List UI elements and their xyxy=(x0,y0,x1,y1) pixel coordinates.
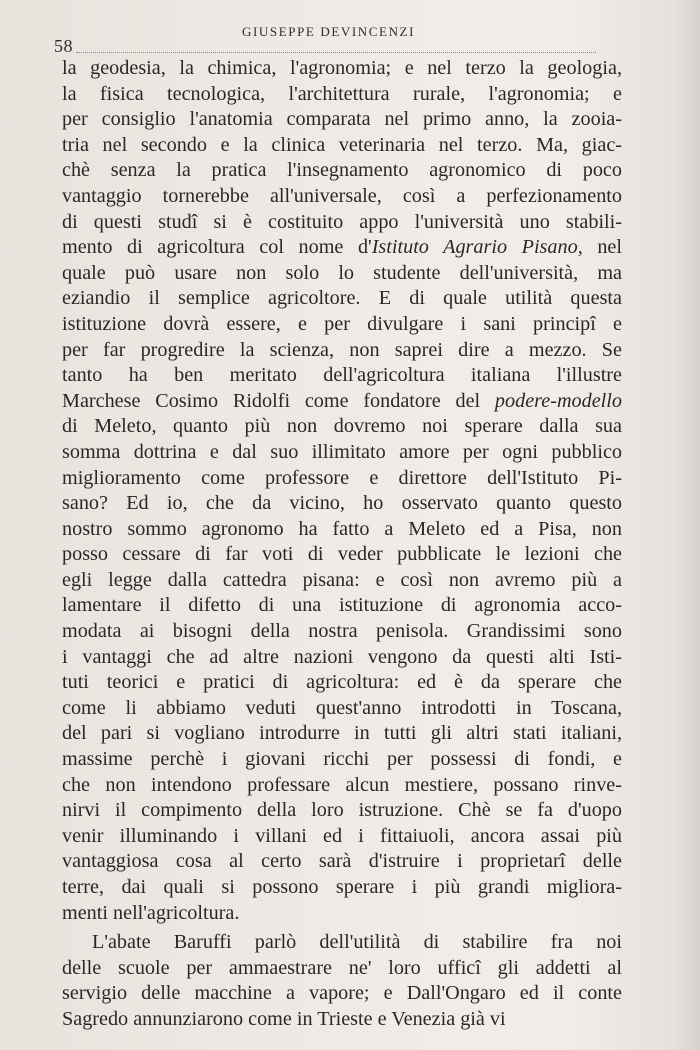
text-line: modata ai bisogni della nostra penisola. Grandissimi sono xyxy=(62,620,622,643)
body-text xyxy=(62,56,622,1033)
text-line: la geodesia, la chimica, l'agronomia; e nel terzo la geologia, xyxy=(62,57,622,79)
page-edge-shadow xyxy=(676,0,700,1050)
text-line: vantaggio tornerebbe all'universale, così a perfezionamento xyxy=(62,184,622,207)
text-line: la fisica tecnologica, l'architettura rurale, l'agronomia; e xyxy=(62,82,622,105)
italic-segment: Istituto Agrario Pisano, xyxy=(371,236,583,259)
page-header xyxy=(54,20,594,60)
text-line: vantaggiosa cosa al certo sarà d'istruire i proprietarî delle xyxy=(62,850,622,873)
text-line: per far progredire la scienza, non saprei dire a mezzo. Se xyxy=(62,338,622,361)
text-line: posso cessare di far voti di veder pubblicate le lezioni che xyxy=(62,543,622,566)
text-line: miglioramento come professore e direttore dell'Istituto Pi- xyxy=(62,466,622,489)
text-line: delle scuole per ammaestrare ne' loro ufficî gli addetti al xyxy=(62,956,622,979)
text-line: di questi studî si è costituito appo l'università uno stabili- xyxy=(62,210,622,233)
text-line: Sagredo annunziarono come in Trieste e Venezia già vi xyxy=(62,1007,506,1030)
text-line: come li abbiamo veduti quest'anno introdotti in Toscana, xyxy=(62,696,622,719)
text-line: eziandio il semplice agricoltore. E di quale utilità questa xyxy=(62,287,622,310)
text-line: terre, dai quali si possono sperare i più grandi migliora- xyxy=(62,876,622,898)
text-line: L'abate Baruffi parlò dell'utilità di stabilire fra noi xyxy=(92,931,622,954)
header-dotted-rule xyxy=(76,52,596,53)
text-line: lamentare il difetto di una istituzione di agronomia acco- xyxy=(62,594,622,617)
text-line xyxy=(62,235,622,261)
text-line: massime perchè i giovani ricchi per possessi di fondi, e xyxy=(62,748,622,771)
text-segment: Marchese Cosimo Ridolfi come fondatore del xyxy=(62,389,495,412)
text-line: istituzione dovrà essere, e per divulgare i sani principî e xyxy=(62,312,622,335)
text-line: tanto ha ben meritato dell'agricoltura italiana l'illustre xyxy=(62,364,622,387)
text-line: tuti teorici e pratici di agricoltura: ed è da sperare che xyxy=(62,671,622,694)
text-line: nostro sommo agronomo ha fatto a Meleto ed a Pisa, non xyxy=(62,517,622,540)
text-line: i vantaggi che ad altre nazioni vengono da questi alti Isti- xyxy=(62,645,622,668)
text-segment: mento di agricoltura col nome d' xyxy=(62,236,372,259)
paragraph-1 xyxy=(62,56,622,926)
italic-segment: podere-modello xyxy=(494,389,622,412)
paragraph-2 xyxy=(62,930,622,1032)
text-line: sano? Ed io, che da vicino, ho osservato quanto questo xyxy=(62,492,622,515)
text-line: venir illuminando i villani ed i fittaiuoli, ancora assai più xyxy=(62,824,622,847)
running-head: GIUSEPPE DEVINCENZI xyxy=(242,24,416,39)
text-line: di Meleto, quanto più non dovremo noi sperare dalla sua xyxy=(62,415,622,438)
text-line: per consiglio l'anatomia comparata nel primo anno, la zooia- xyxy=(62,108,622,131)
text-line: menti nell'agricoltura. xyxy=(62,901,240,924)
text-line: che non intendono professare alcun mestiere, possano rinve- xyxy=(62,773,622,796)
text-line: quale può usare non solo lo studente dell'università, ma xyxy=(62,261,622,284)
page-number: 58 xyxy=(54,36,73,56)
text-line: nirvi il compimento della loro istruzione. Chè se fa d'uopo xyxy=(62,799,622,822)
text-line: somma dottrina e dal suo illimitato amore per ogni pubblico xyxy=(62,440,622,463)
text-line: chè senza la pratica l'insegnamento agronomico di poco xyxy=(62,159,622,182)
text-line xyxy=(62,389,622,415)
text-line: egli legge dalla cattedra pisana: e così non avremo più a xyxy=(62,568,622,591)
text-segment: nel xyxy=(582,236,622,259)
text-line: tria nel secondo e la clinica veterinaria nel terzo. Ma, giac- xyxy=(62,133,622,156)
text-line: del pari si vogliano introdurre in tutti gli altri stati italiani, xyxy=(62,722,622,745)
text-line: servigio delle macchine a vapore; e Dall'Ongaro ed il conte xyxy=(62,982,622,1005)
